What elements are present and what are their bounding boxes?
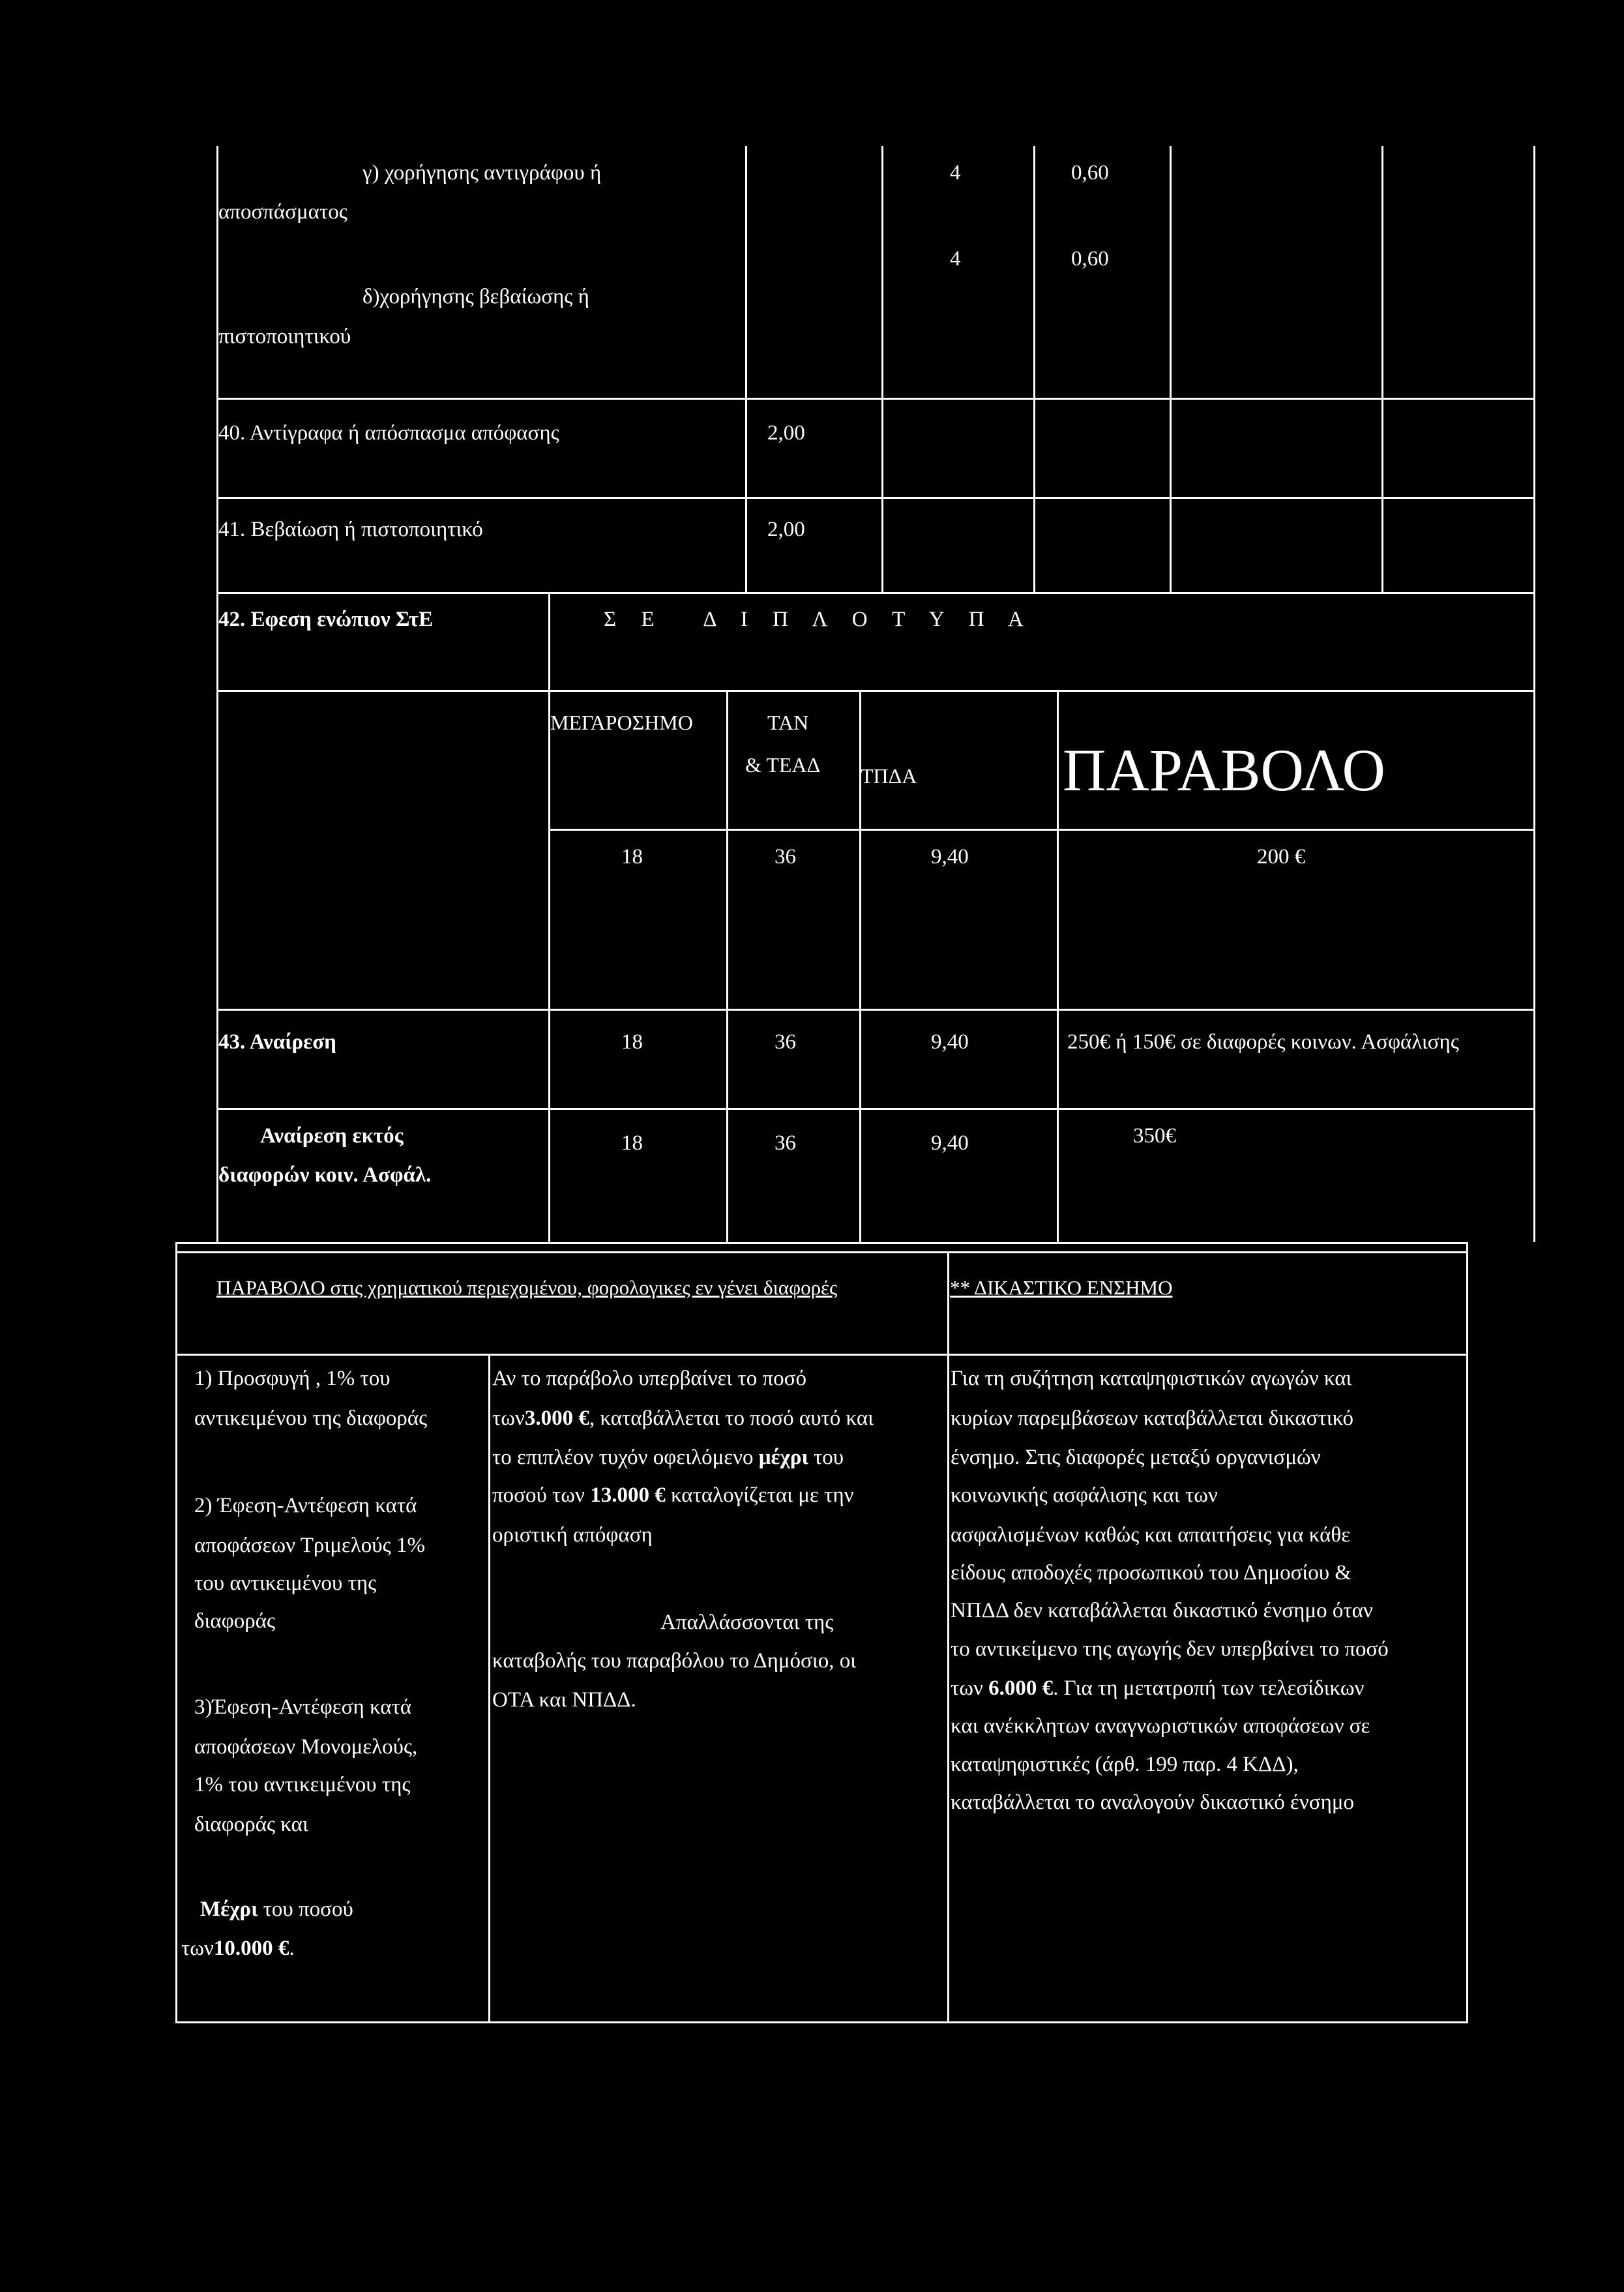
row-41-amount: 2,00: [767, 518, 805, 541]
row-43b-megarosimo: 18: [621, 1131, 643, 1155]
table-rule: [216, 497, 1535, 499]
col3-line: ΝΠΔΔ δεν καταβάλλεται δικαστικό ένσημο όταν: [951, 1599, 1373, 1622]
col2-line: οριστική απόφαση: [492, 1523, 653, 1547]
table-rule: [175, 1242, 1468, 1244]
col2-line: [492, 1482, 854, 1508]
row-42-megarosimo: 18: [621, 845, 643, 869]
col1-line: αποφάσεων Τριμελούς 1%: [194, 1534, 425, 1557]
table-rule: [216, 398, 1535, 400]
row-43-label: 43. Αναίρεση: [218, 1030, 336, 1054]
row-42-tpda: 9,40: [931, 845, 969, 869]
table-rule: [216, 1108, 1535, 1110]
row-43b-tpda: 9,40: [931, 1131, 969, 1155]
col3-line: ασφαλισμένων καθώς και απαιτήσεις για κάθε: [951, 1523, 1351, 1547]
table-rule: [175, 1354, 1468, 1356]
table-rule: [175, 2021, 1468, 2023]
col2-line: Απαλλάσσονται της: [660, 1611, 834, 1634]
row-43-paravolo: 250€ ή 150€ σε διαφορές κοινων. Ασφάλισης: [1067, 1030, 1459, 1054]
row-43b-tan: 36: [775, 1131, 796, 1155]
table-rule: [1466, 1242, 1468, 2023]
row-d-amount: 0,60: [1071, 247, 1109, 271]
table-rule: [216, 146, 218, 1242]
table-rule: [745, 146, 747, 592]
row-43b-label-line2: διαφορών κοιν. Ασφάλ.: [218, 1163, 432, 1187]
table-rule: [1057, 690, 1059, 1242]
header-tan-line1: ΤΑΝ: [767, 711, 809, 734]
row-43b-paravolo: 350€: [1133, 1124, 1176, 1148]
text-segment-bold: 6.000 €: [988, 1676, 1054, 1700]
text-segment: . Για τη μετατροπή των τελεσίδικων: [1053, 1676, 1365, 1700]
col3-line: και ανέκκλητων αναγνωριστικών αποφάσεων σε: [951, 1714, 1370, 1738]
row-41-label: 41. Βεβαίωση ή πιστοποιητικό: [218, 518, 483, 541]
row-43-megarosimo: 18: [621, 1030, 643, 1054]
text-segment: των: [492, 1406, 525, 1430]
col3-line: καταβάλλεται το αναλογούν δικαστικό ένσημο: [951, 1791, 1355, 1814]
table-rule: [726, 690, 728, 1242]
table-rule: [488, 1354, 490, 2023]
col3-line: το αντικείμενο της αγωγής δεν υπερβαίνει το ποσό: [951, 1637, 1389, 1661]
text-segment-bold: μέχρι: [758, 1446, 808, 1469]
header-paravolo: ΠΑΡΑΒΟΛΟ: [1063, 737, 1385, 803]
table-rule: [216, 690, 1535, 692]
row-40-label: 40. Αντίγραφα ή απόσπασμα απόφασης: [218, 421, 559, 445]
col3-line: κυρίων παρεμβάσεων καταβάλλεται δικαστικό: [951, 1406, 1353, 1430]
text-segment: του: [808, 1446, 844, 1469]
col1-line: 2) Έφεση-Αντέφεση κατά: [194, 1494, 417, 1517]
table-rule: [175, 1251, 1468, 1253]
row-g-label-line2: αποσπάσματος: [218, 200, 347, 224]
text-segment: ποσού των: [492, 1483, 591, 1507]
col1-line: 1) Προσφυγή , 1% του: [194, 1367, 391, 1390]
row-g-qty: 4: [950, 161, 961, 185]
text-segment-bold: 13.000 €: [590, 1483, 666, 1507]
table-rule: [175, 1242, 177, 2023]
header-paravolo-disputes: ΠΑΡΑΒΟΛΟ στις χρηματικού περιεχομένου, φορολογικες εν γένει διαφορές: [216, 1276, 838, 1299]
col1-line: [200, 1896, 353, 1922]
col3-line: ένσημο. Στις διαφορές μεταξύ οργανισμών: [951, 1446, 1321, 1469]
col1-line: αντικειμένου της διαφοράς: [194, 1406, 428, 1430]
text-segment-bold: Μέχρι: [200, 1898, 258, 1921]
table-rule: [947, 1251, 949, 2023]
table-rule: [1533, 146, 1535, 1242]
text-segment-bold: 3.000 €: [524, 1406, 589, 1430]
table-rule: [1381, 146, 1383, 592]
text-segment: του ποσού: [258, 1898, 353, 1921]
row-43-tan: 36: [775, 1030, 796, 1054]
col2-line: Αν το παράβολο υπερβαίνει το ποσό: [492, 1367, 806, 1390]
row-42-label: 42. Εφεση ενώπιον ΣτΕ: [218, 608, 434, 631]
col3-line: είδους αποδοχές προσωπικού του Δημοσίου &: [951, 1561, 1352, 1585]
text-segment: των: [181, 1937, 214, 1960]
row-d-qty: 4: [950, 247, 961, 271]
col1-line: αποφάσεων Μονομελούς,: [194, 1735, 418, 1759]
table-rule: [216, 1009, 1535, 1011]
col1-line: 3)Έφεση-Αντέφεση κατά: [194, 1695, 412, 1719]
text-segment: το επιπλέον τυχόν οφειλόμενο: [492, 1446, 759, 1469]
col3-line: Για τη συζήτηση καταψηφιστικών αγωγών και: [951, 1367, 1352, 1390]
col2-line: ΟΤΑ και ΝΠΔΔ.: [492, 1688, 636, 1712]
row-g-label-line1: γ) χορήγησης αντιγράφου ή: [362, 161, 602, 185]
col1-line: διαφοράς: [194, 1609, 276, 1633]
row-42-paravolo: 200 €: [1257, 845, 1306, 869]
row-g-amount: 0,60: [1071, 161, 1109, 185]
header-tpda: ΤΠΔΑ: [861, 764, 917, 788]
row-40-amount: 2,00: [767, 421, 805, 445]
header-tan-line2: & ΤΕΑΔ: [745, 753, 821, 777]
table-rule: [548, 829, 1535, 831]
table-rule: [1170, 146, 1172, 592]
col1-line: διαφοράς και: [194, 1813, 308, 1836]
col2-line: [492, 1444, 844, 1470]
col3-line: κοινωνικής ασφάλισης και των: [951, 1483, 1218, 1507]
col2-line: καταβολής του παραβόλου το Δημόσιο, οι: [492, 1649, 857, 1673]
row-43b-label-line1: Αναίρεση εκτός: [260, 1124, 404, 1148]
col3-line: [951, 1675, 1364, 1701]
col3-line: καταψηφιστικές (άρθ. 199 παρ. 4 ΚΔΔ),: [951, 1753, 1299, 1776]
col1-line: 1% του αντικειμένου της: [194, 1773, 411, 1796]
text-segment: , καταβάλλεται το ποσό αυτό και: [589, 1406, 874, 1430]
table-rule: [1033, 146, 1035, 592]
col1-line: του αντικειμένου της: [194, 1571, 377, 1595]
row-42-note: Σ Ε Δ Ι Π Λ Ο Τ Υ Π Α: [604, 608, 1024, 631]
table-rule: [881, 146, 883, 592]
text-segment: .: [289, 1937, 295, 1960]
row-d-label-line1: δ)χορήγησης βεβαίωσης ή: [362, 285, 589, 308]
text-segment-bold: 10.000 €: [213, 1937, 289, 1960]
table-rule: [216, 592, 1535, 594]
col1-line: [181, 1935, 295, 1961]
row-d-label-line2: πιστοποιητικού: [218, 325, 351, 348]
header-megarosimo: ΜΕΓΑΡΟΣΗΜΟ: [550, 711, 693, 734]
text-segment: των: [951, 1676, 989, 1700]
header-court-stamp: ** ΔΙΚΑΣΤΙΚΟ ΕΝΣΗΜΟ: [950, 1276, 1173, 1299]
col2-line: [492, 1405, 874, 1431]
row-42-tan: 36: [775, 845, 796, 869]
row-43-tpda: 9,40: [931, 1030, 969, 1054]
text-segment: καταλογίζεται με την: [665, 1483, 854, 1507]
